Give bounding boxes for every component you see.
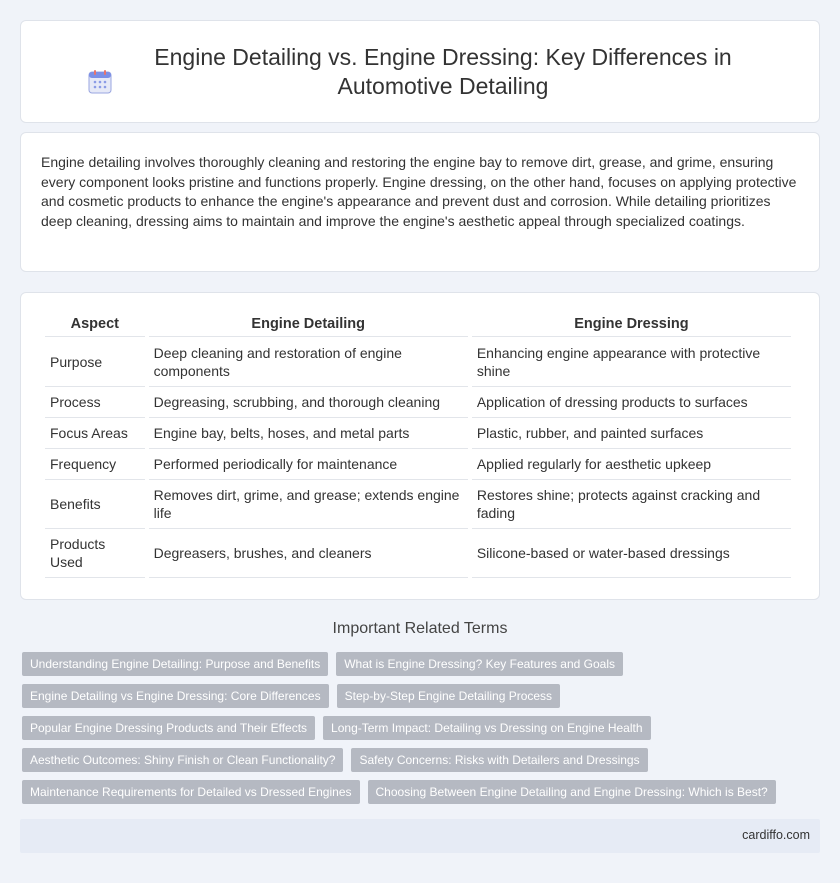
footer [20, 819, 820, 853]
related-term-tag[interactable]: Step-by-Step Engine Detailing Process [337, 684, 560, 708]
row-detailing: Performed periodically for maintenance [149, 449, 468, 480]
row-aspect: Products Used [45, 529, 145, 578]
row-detailing: Removes dirt, grime, and grease; extends engine life [149, 480, 468, 529]
title-card [20, 20, 820, 123]
row-detailing: Degreasers, brushes, and cleaners [149, 529, 468, 578]
row-aspect: Process [45, 387, 145, 418]
table-row [45, 529, 791, 578]
row-detailing: Deep cleaning and restoration of engine components [149, 337, 468, 387]
row-dressing: Applied regularly for aesthetic upkeep [472, 449, 791, 480]
term-row [22, 780, 822, 812]
header-aspect: Aspect [45, 307, 145, 337]
comparison-table-card [20, 292, 820, 600]
table-header-row [45, 307, 791, 337]
term-row [22, 716, 822, 748]
row-dressing: Plastic, rubber, and painted surfaces [472, 418, 791, 449]
table-row [45, 337, 791, 387]
term-row [22, 684, 822, 716]
row-aspect: Frequency [45, 449, 145, 480]
table-row [45, 480, 791, 529]
title-wrap [70, 43, 770, 101]
related-terms [22, 652, 822, 812]
intro-paragraph: Engine detailing involves thoroughly cleaning and restoring the engine bay to remove dirt, grease, and grime, ensuring every component looks pristine and functions properly. Engine dressing, on the other hand, focuses on applying protective and cosmetic products to enhance the engine's appearance and prevent dust and corrosion. While detailing prioritizes deep cleaning, dressing aims to maintain and improve the engine's aesthetic appeal through specialized coatings. [41, 154, 797, 229]
row-dressing: Silicone-based or water-based dressings [472, 529, 791, 578]
row-aspect: Focus Areas [45, 418, 145, 449]
calendar-icon [87, 69, 113, 95]
related-term-tag[interactable]: Engine Detailing vs Engine Dressing: Core Differences [22, 684, 329, 708]
row-dressing: Enhancing engine appearance with protective shine [472, 337, 791, 387]
related-term-tag[interactable]: Popular Engine Dressing Products and Their Effects [22, 716, 315, 740]
table-row [45, 418, 791, 449]
related-term-tag[interactable]: What is Engine Dressing? Key Features and Goals [336, 652, 623, 676]
row-dressing: Restores shine; protects against cracking and fading [472, 480, 791, 529]
row-aspect: Benefits [45, 480, 145, 529]
term-row [22, 652, 822, 684]
related-terms-heading: Important Related Terms [332, 620, 508, 637]
footer-site-link[interactable]: cardiffo.com [742, 828, 810, 842]
header-engine-detailing: Engine Detailing [149, 307, 468, 337]
term-row [22, 748, 822, 780]
related-term-tag[interactable]: Aesthetic Outcomes: Shiny Finish or Clean Functionality? [22, 748, 343, 772]
header-engine-dressing: Engine Dressing [472, 307, 791, 337]
intro-card [20, 132, 820, 272]
row-detailing: Degreasing, scrubbing, and thorough cleaning [149, 387, 468, 418]
related-term-tag[interactable]: Understanding Engine Detailing: Purpose and Benefits [22, 652, 328, 676]
related-term-tag[interactable]: Choosing Between Engine Detailing and Engine Dressing: Which is Best? [368, 780, 776, 804]
comparison-table [41, 307, 795, 578]
related-term-tag[interactable]: Long-Term Impact: Detailing vs Dressing on Engine Health [323, 716, 650, 740]
related-term-tag[interactable]: Maintenance Requirements for Detailed vs Dressed Engines [22, 780, 360, 804]
related-term-tag[interactable]: Safety Concerns: Risks with Detailers and Dressings [351, 748, 647, 772]
table-row [45, 387, 791, 418]
row-aspect: Purpose [45, 337, 145, 387]
row-detailing: Engine bay, belts, hoses, and metal parts [149, 418, 468, 449]
table-row [45, 449, 791, 480]
page-title: Engine Detailing vs. Engine Dressing: Key Differences in Automotive Detailing [154, 43, 732, 99]
row-dressing: Application of dressing products to surfaces [472, 387, 791, 418]
